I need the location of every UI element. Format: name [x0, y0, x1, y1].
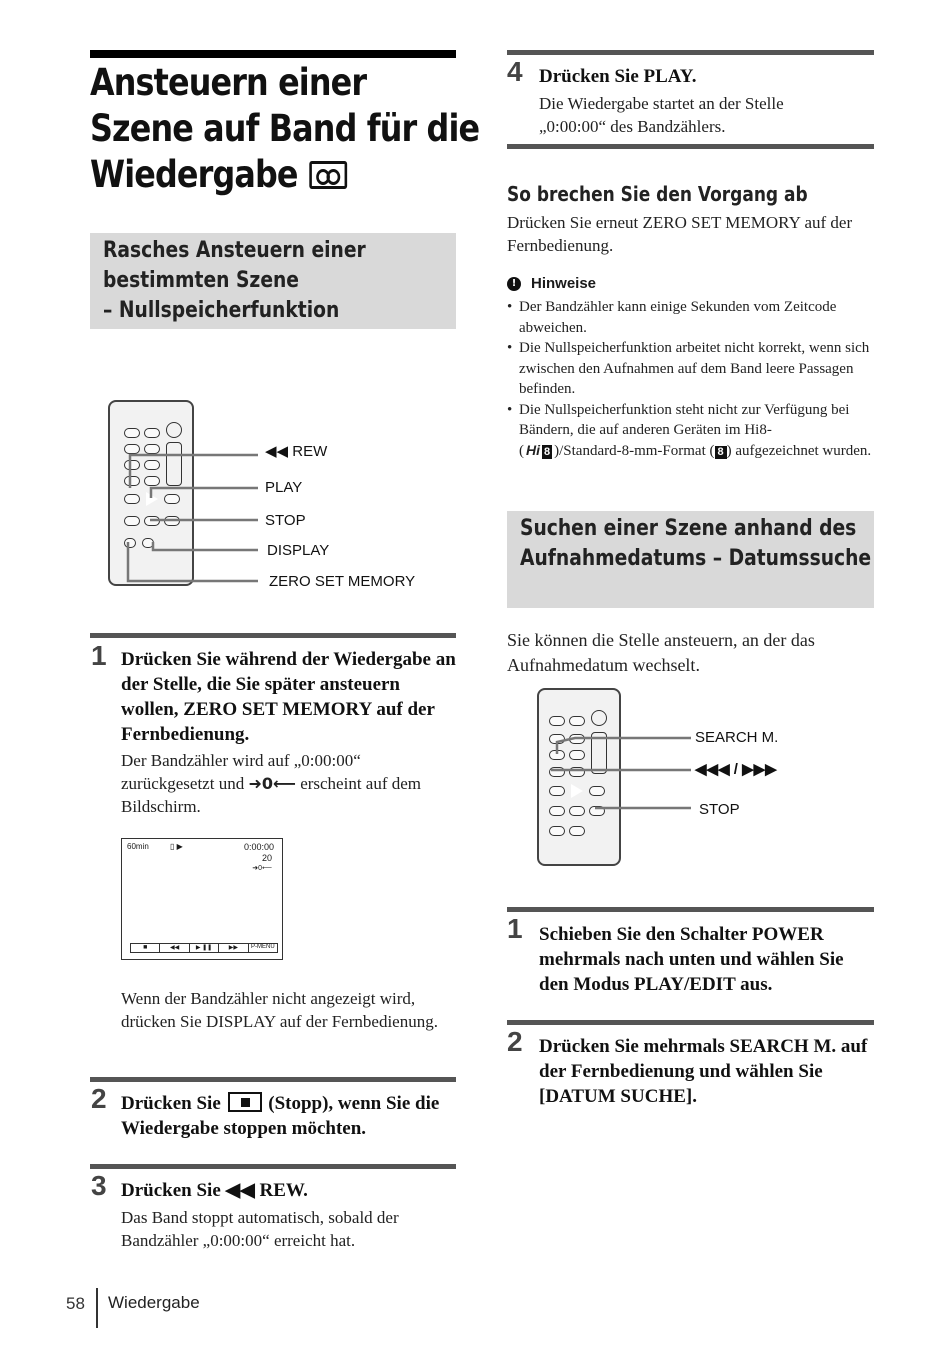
notes-list	[507, 297, 874, 461]
tape-status-icon: ▯ ▶	[170, 842, 183, 851]
screen-control-bar: ■ ◀◀ ▶ ❚❚ ▶▶ P-MENU	[130, 943, 278, 953]
remote-diagram-2	[535, 686, 875, 876]
section-header-date-search: Suchen einer Szene anhand des Aufnahmedatums – Datumssuche	[507, 511, 874, 608]
step-rule	[507, 144, 874, 149]
step-rule	[507, 907, 874, 912]
step-number: 4	[507, 56, 523, 87]
step-number: 2	[507, 1026, 523, 1057]
step-number: 1	[507, 913, 523, 944]
zero-set-symbol-icon: ➜0⟵	[248, 774, 296, 793]
step-4-heading: Drücken Sie PLAY.	[539, 66, 697, 87]
label-zero-set-memory: ZERO SET MEMORY	[269, 573, 416, 590]
footer-section: Wiedergabe	[108, 1293, 200, 1312]
list-item: • Der Bandzähler kann einige Sekunden vom Zeitcode abweichen.	[507, 297, 874, 338]
step-number: 3	[91, 1170, 107, 1201]
page-number: 58	[66, 1294, 85, 1313]
battery-indicator: 60min	[127, 842, 149, 851]
step-number: 2	[91, 1083, 107, 1114]
step-rule	[90, 633, 456, 638]
list-item: • Die Nullspeicherfunktion arbeitet nicht korrekt, wenn sich zwischen den Aufnahmen auf dem Band leere Passagen befinden.	[507, 338, 874, 400]
step-1-note: Wenn der Bandzähler nicht angezeigt wird, drücken Sie DISPLAY auf der Fernbedienung.	[121, 989, 438, 1031]
label-play: PLAY	[265, 479, 303, 496]
callout-lines-1	[106, 398, 436, 598]
stop-button-icon	[228, 1092, 262, 1112]
tape-counter: 0:00:00	[243, 842, 274, 852]
remote-diagram-1	[106, 398, 436, 598]
tape-remaining: 20	[261, 853, 272, 863]
label-skip-buttons: ◀◀◀ / ▶▶▶	[695, 761, 777, 778]
cancel-heading: So brechen Sie den Vorgang ab	[507, 182, 808, 206]
step-3-text: Das Band stoppt automatisch, sobald der Bandzähler „0:00:00“ erreicht hat.	[121, 1208, 399, 1250]
step-rule	[90, 1164, 456, 1169]
lcd-screen-illustration	[121, 838, 283, 960]
label-stop: STOP	[265, 512, 306, 529]
label-display: DISPLAY	[267, 542, 330, 559]
tape-cassette-icon	[310, 161, 348, 189]
step-rule	[90, 1077, 456, 1082]
date-search-intro: Sie können die Stelle ansteuern, an der das Aufnahmedatum wechselt.	[507, 630, 815, 675]
label-stop: STOP	[699, 801, 740, 818]
step-1-text: Der Bandzähler wird auf „0:00:00“ zurückgesetzt und ➜0⟵ erscheint auf dem Bildschirm.	[121, 751, 422, 816]
step-3-heading: Drücken Sie ◀◀ REW.	[121, 1180, 308, 1201]
section-header-zero-set: Rasches Ansteuern einer bestimmten Szene – Nullspeicherfunktion	[90, 233, 456, 329]
date-step-2-heading: Drücken Sie mehrmals SEARCH M. auf der Fernbedienung und wählen Sie [DATUM SUCHE].	[539, 1036, 868, 1107]
step-rule	[507, 50, 874, 55]
step-4-text: Die Wiedergabe startet an der Stelle „0:00:00“ des Bandzählers.	[539, 94, 784, 136]
footer-divider	[96, 1288, 98, 1328]
step-number: 1	[91, 640, 107, 671]
note-icon: !	[507, 277, 521, 291]
list-item: • Die Nullspeicherfunktion steht nicht zur Verfügung bei Bändern, die auf anderen Geräten im Hi8- ( Hi 8 )/Standard-8-mm-Format ( 8 ) aufgezeichnet wurden.	[507, 400, 874, 462]
notes-heading: ! Hinweise	[507, 275, 596, 292]
cancel-text: Drücken Sie erneut ZERO SET MEMORY auf der Fernbedienung.	[507, 213, 853, 255]
callout-lines-2	[535, 686, 875, 876]
label-rew: ◀◀ REW	[265, 443, 328, 460]
step-2-heading: Drücken Sie (Stopp), wenn Sie die Wiedergabe stoppen möchten.	[121, 1093, 440, 1139]
step-1-heading: Drücken Sie während der Wiedergabe an der Stelle, die Sie später ansteuern wollen, ZERO SET MEMORY auf der Fernbedienung.	[121, 649, 456, 745]
step-rule	[507, 1020, 874, 1025]
date-step-1-heading: Schieben Sie den Schalter POWER mehrmals nach unten und wählen Sie den Modus PLAY/EDIT aus.	[539, 924, 844, 995]
label-search-m: SEARCH M.	[695, 729, 779, 746]
title-rule	[90, 50, 456, 58]
zero-memory-indicator: ➜0⟵	[252, 865, 272, 872]
page-title: Ansteuern einer Szene auf Band für die Wiedergabe	[90, 61, 480, 196]
8mm-logo-icon: 8	[715, 446, 727, 459]
hi8-logo-icon: Hi 8	[526, 441, 551, 458]
